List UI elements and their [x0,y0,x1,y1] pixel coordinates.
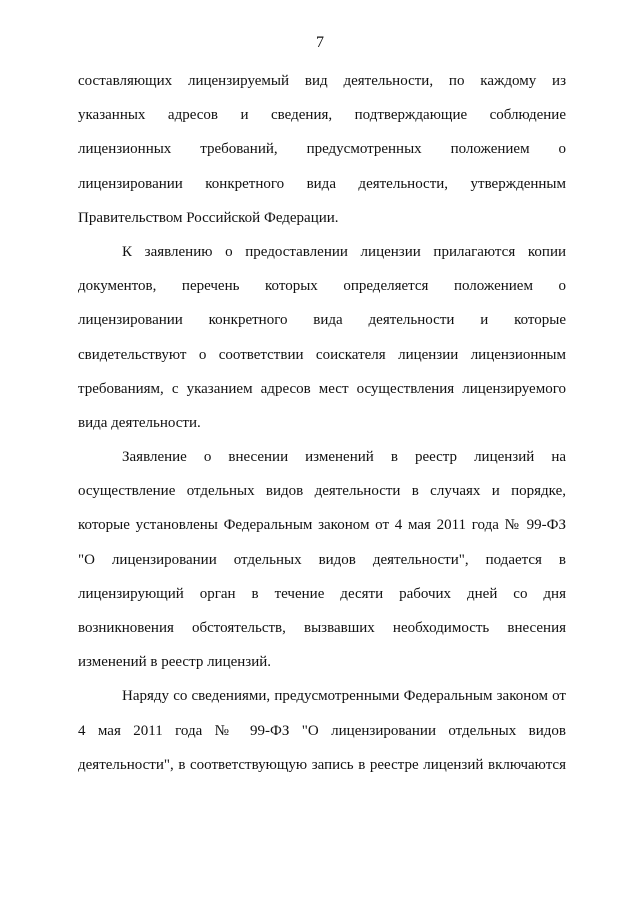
text-line: которые установлены Федеральным законом от 4 мая 2011 года № 99-ФЗ [78,517,566,534]
text-line: "О лицензировании отдельных видов деятельности", подается в [78,551,566,568]
paragraph-2 [78,235,566,440]
text-line: требованиям, с указанием адресов мест осуществления лицензируемого [78,380,566,397]
text-line: свидетельствуют о соответствии соискателя лицензии лицензионным [78,346,566,363]
text-line: лицензировании конкретного вида деятельности и которые [78,312,566,329]
text-line: К заявлению о предоставлении лицензии прилагаются копии [122,243,566,260]
text-line: документов, перечень которых определяется положением о [78,278,566,295]
text-line: Правительством Российской Федерации. [78,209,339,226]
text-line: лицензионных требований, предусмотренных положением о [78,141,566,158]
text-line: лицензирующий орган в течение десяти рабочих дней со дня [78,585,566,602]
text-line: изменений в реестр лицензий. [78,654,272,671]
text-line: составляющих лицензируемый вид деятельности, по каждому из [78,73,566,89]
text-line: осуществление отдельных видов деятельности в случаях и порядке, [78,483,566,500]
text-line: Заявление о внесении изменений в реестр лицензий на [122,449,566,466]
text-line: Наряду со сведениями, предусмотренными Федеральным законом от [122,688,566,705]
document-body [78,64,566,782]
text-line: вида деятельности. [78,414,201,431]
text-line: указанных адресов и сведения, подтверждающие соблюдение [78,107,566,124]
paragraph-3 [78,440,566,679]
text-line: деятельности", в соответствующую запись в реестре лицензий включаются [78,756,566,773]
page-number: 7 [316,34,324,51]
paragraph-1 [78,64,566,235]
text-line: лицензировании конкретного вида деятельности, утвержденным [78,175,566,192]
text-line: 4 мая 2011 года № 99-ФЗ "О лицензировании отдельных видов [78,722,566,739]
text-line: возникновения обстоятельств, вызвавших необходимость внесения [78,620,566,636]
paragraph-4 [78,679,566,782]
